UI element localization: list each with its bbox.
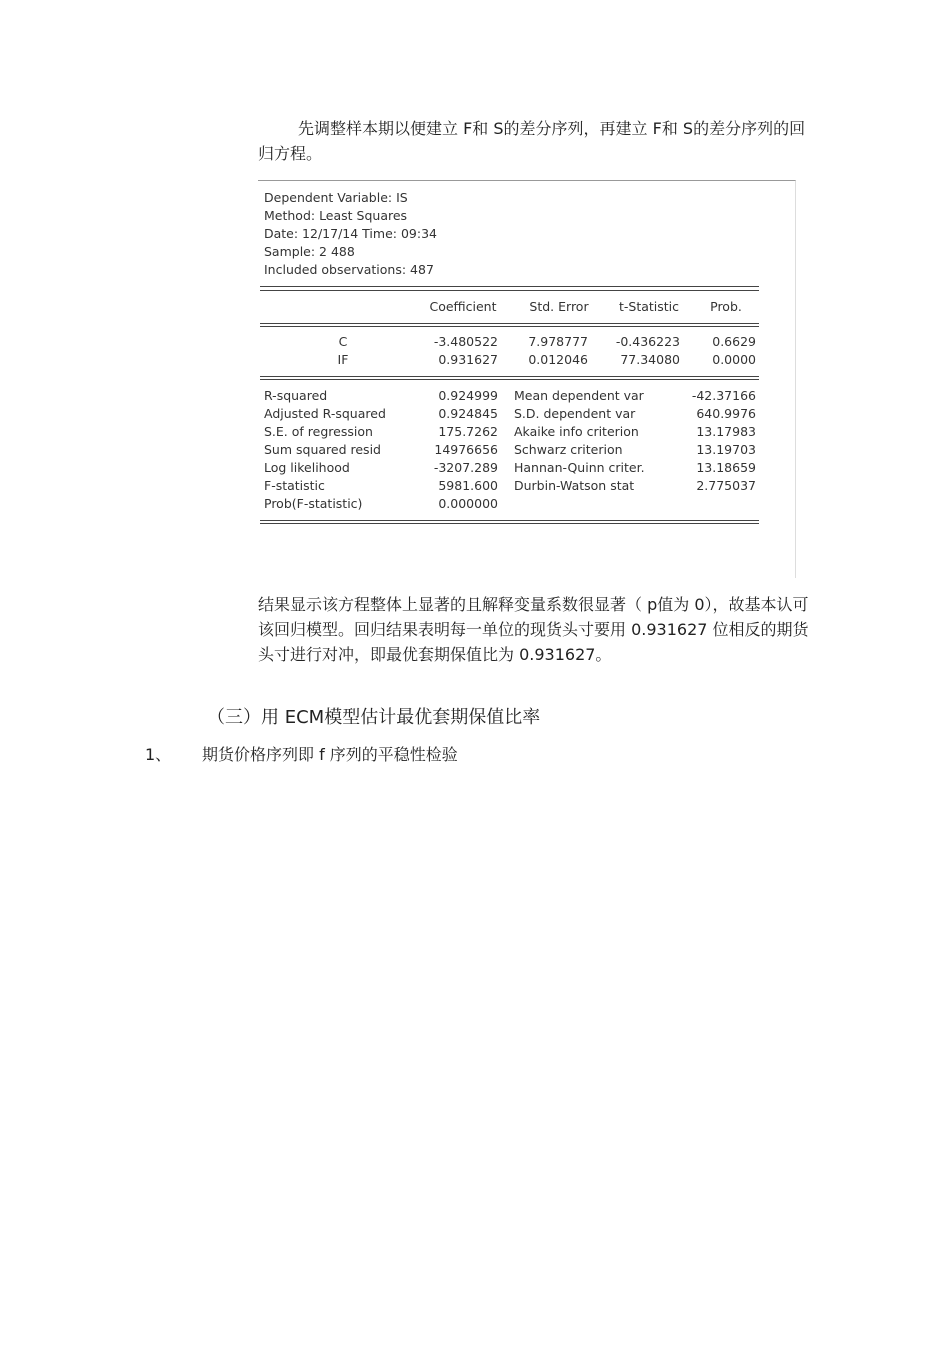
- stat-label: R-squared: [264, 388, 328, 403]
- stat-value: 640.9976: [696, 406, 756, 421]
- divider: [260, 326, 759, 327]
- stat-label: Adjusted R-squared: [264, 406, 386, 421]
- coef-row-std-error: 0.012046: [528, 352, 588, 367]
- coef-row-prob: 0.6629: [712, 334, 756, 349]
- divider: [260, 323, 759, 324]
- divider: [260, 379, 759, 380]
- column-header-coefficient: Coefficient: [429, 299, 497, 314]
- section-heading: （三）用 ECM模型估计最优套期保值比率: [207, 707, 541, 728]
- divider: [260, 523, 759, 524]
- coef-row-coefficient: 0.931627: [438, 352, 498, 367]
- stat-label: Akaike info criterion: [514, 424, 639, 439]
- stat-value: 175.7262: [438, 424, 498, 439]
- stat-label: Schwarz criterion: [514, 442, 623, 457]
- column-header-prob: Prob.: [710, 299, 742, 314]
- divider: [260, 520, 759, 521]
- result-paragraph: 结果显示该方程整体上显著的且解释变量系数很显著（ p值为 0），故基本认可该回归模型。回归结果表明每一单位的现货头寸要用 0.931627 位相反的期货头寸进行对冲，即最优套期保值比为 0.931627。: [258, 595, 809, 664]
- column-header-t-statistic: t-Statistic: [618, 299, 680, 314]
- item-number: 1、: [145, 745, 172, 764]
- coef-row-coefficient: -3.480522: [433, 334, 498, 349]
- stat-value: 13.17983: [696, 424, 756, 439]
- stat-value: -3207.289: [433, 460, 498, 475]
- dependent-variable-line: Dependent Variable: IS: [264, 190, 408, 205]
- stat-label: S.D. dependent var: [514, 406, 636, 421]
- stat-value: 2.775037: [696, 478, 756, 493]
- coef-row-std-error: 7.978777: [528, 334, 588, 349]
- stat-label: Prob(F-statistic): [264, 496, 363, 511]
- stat-label: Mean dependent var: [514, 388, 644, 403]
- intro-paragraph: 先调整样本期以便建立 F和 S的差分序列，再建立 F和 S的差分序列的回归方程。: [258, 119, 806, 163]
- regression-header: [264, 189, 437, 279]
- stat-value: 14976656: [434, 442, 498, 457]
- coef-row-t-statistic: 77.34080: [620, 352, 680, 367]
- stat-value: 0.924999: [438, 388, 498, 403]
- stat-label: S.E. of regression: [264, 424, 373, 439]
- coef-row-variable: IF: [337, 352, 349, 367]
- method-line: Method: Least Squares: [264, 208, 408, 223]
- column-header-std-error: Std. Error: [529, 299, 589, 314]
- divider: [260, 286, 759, 287]
- date-line: Date: 12/17/14 Time: 09:34: [264, 226, 437, 241]
- stat-value: 0.000000: [438, 496, 498, 511]
- stat-label: Durbin-Watson stat: [514, 478, 635, 493]
- stat-value: 13.19703: [696, 442, 756, 457]
- observations-line: Included observations: 487: [264, 262, 434, 277]
- coef-row-t-statistic: -0.436223: [615, 334, 680, 349]
- stat-value: 0.924845: [438, 406, 498, 421]
- stat-label: Log likelihood: [264, 460, 350, 475]
- stat-value: -42.37166: [691, 388, 756, 403]
- coef-row-variable: C: [338, 334, 348, 349]
- coef-row-prob: 0.0000: [712, 352, 756, 367]
- stat-value: 13.18659: [696, 460, 756, 475]
- item-text: 期货价格序列即 f 序列的平稳性检验: [202, 745, 458, 764]
- stat-label: F-statistic: [264, 478, 325, 493]
- stat-label: Sum squared resid: [264, 442, 381, 457]
- sample-line: Sample: 2 488: [264, 244, 355, 259]
- stat-value: 5981.600: [438, 478, 498, 493]
- eviews-regression-output: [258, 180, 796, 578]
- stat-label: Hannan-Quinn criter.: [514, 460, 645, 475]
- divider: [260, 376, 759, 377]
- divider: [260, 290, 759, 291]
